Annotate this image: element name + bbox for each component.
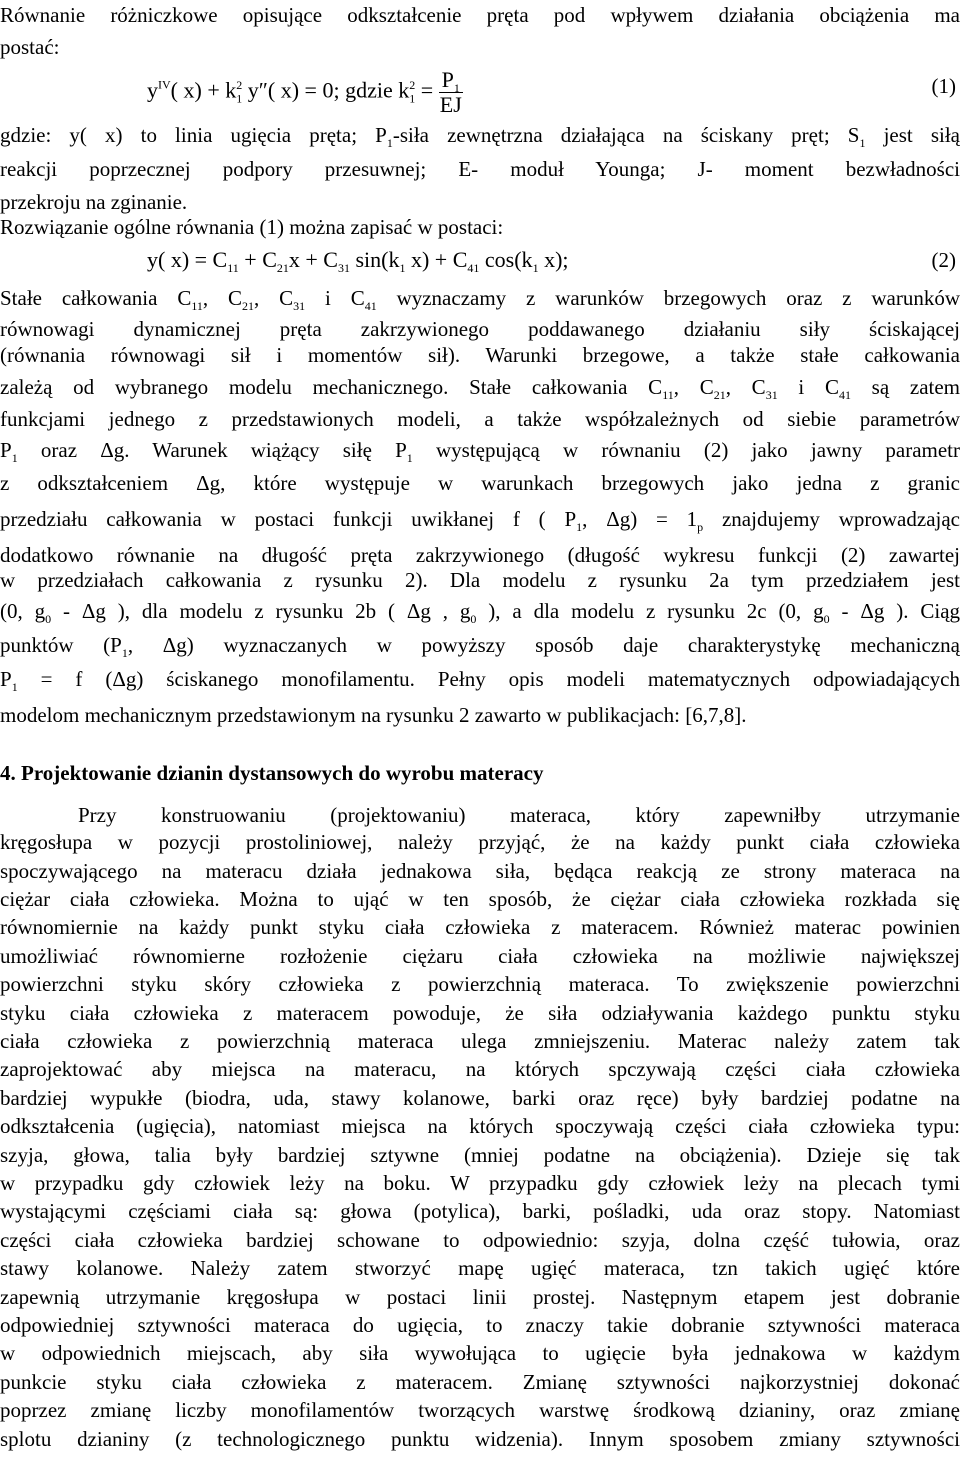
body1-line-6: $P_1$ oraz Δg. Warunek wiążący siłę $P_1$ występującą w równaniu (2) jako jawny parametr — [0, 438, 960, 465]
section4-line-5: równomiernie na każdy punkt styku ciała człowieka z materacem. Również materac powinien — [0, 915, 960, 939]
section4-line-10: zaprojektować aby miejsca na materacu, na których spczywają części ciała człowieka — [0, 1057, 960, 1081]
section4-line-18: zapewnią utrzymanie kręgosłupa w postaci linii prostej. Następnym etapem jest dobranie — [0, 1285, 960, 1309]
section4-line-6: umożliwiać równomierne rozłożenie ciężaru ciała człowieka na możliwie największej — [0, 944, 960, 968]
section4-line-16: części ciała człowieka bardziej schowane to odpowiednio: szyja, dolna część tułowia, oraz — [0, 1228, 960, 1252]
section-heading: 4. Projektowanie dzianin dystansowych do wyrobu materacy — [0, 761, 544, 785]
section4-line-1: Przy konstruowaniu (projektowaniu) materaca, który zapewniłby utrzymanie — [78, 803, 960, 827]
section4-line-21: punkcie styku ciała człowieka z materacem. Zmianę sztywności najkorzystniej dokonać — [0, 1370, 960, 1394]
defs-line-3: przekroju na zginanie. — [0, 190, 188, 214]
section4-line-11: bardziej wypukłe (biodra, uda, stawy kolanowe, barki oraz ręce) były bardziej podatne na — [0, 1086, 960, 1110]
intro-line-1: Równanie różniczkowe opisujące odkształcenie pręta pod wpływem działania obciążenia ma — [0, 3, 960, 27]
equation-1-number: (1) — [931, 74, 956, 98]
equation-2: y( $x) = C_{11} + C_{21}x + C_{31}$ $\sin(k_1$ $x) + C_{41}$ $\cos(k_1$ x); — [147, 247, 569, 275]
defs-line-4: Rozwiązanie ogólne równania (1) można zapisać w postaci: — [0, 215, 504, 239]
section4-line-12: odkształcenia (ugięcia), natomiast miejsca na których spoczywają części ciała człowieka typu: — [0, 1114, 960, 1138]
section4-line-13: szyja, głowa, talia były bardziej sztywne (mniej podatne na obciążenia). Dzieje się tak — [0, 1143, 960, 1167]
section4-line-19: odpowiedniej sztywności materaca do ugięcia, to znaczy takie dobranie sztywności materaca — [0, 1313, 960, 1337]
intro-line-2: postać: — [0, 35, 60, 59]
body1-line-9: dodatkowo równanie na długość pręta zakrzywionego (długość wykresu funkcji (2) zawartej — [0, 543, 960, 567]
body1-line-7: z odkształceniem Δg, które występuje w warunkach brzegowych jako jedna z granic — [0, 471, 960, 495]
section4-line-17: stawy kolanowe. Należy zatem stworzyć mapę ugięć materaca, tzn takich ugięć które — [0, 1256, 960, 1280]
section4-line-4: ciężar ciała człowieka. Można to ująć w ten sposób, że ciężar ciała człowieka rozkłada się — [0, 887, 960, 911]
section4-line-20: w odpowiednich miejscach, aby siła wywołująca to ugięcie była jednakowa w każdym — [0, 1341, 960, 1365]
body1-line-8: przedziału całkowania w postaci funkcji uwikłanej f ( $P_1$, $\Delta g) = 1_p$ znajdujemy wprowadzając — [0, 507, 960, 534]
section4-line-9: ciała człowieka z powierzchnią materaca ulega zmniejszeniu. Materac należy zatem tak — [0, 1029, 960, 1053]
body1-line-13: $P_1 = f$ (Δg) ściskanego monofilamentu. Pełny opis modeli matematycznych odpowiadających — [0, 667, 960, 694]
body1-line-3: (równania równowagi sił i momentów sił). Warunki brzegowe, a także stałe całkowania — [0, 343, 960, 367]
body1-line-4: zależą od wybranego modelu mechanicznego. Stałe całkowania $C_{11}$, $C_{21}$, $C_{31}$ i $C_{41}$ są zatem — [0, 375, 960, 402]
body1-line-12: punktów ($P_1$, Δg) wyznaczanych w powyższy sposób daje charakterystykę mechaniczną — [0, 633, 960, 660]
section4-line-7: powierzchni styku skóry człowieka z powierzchnią materaca. To zwiększenie powierzchni — [0, 972, 960, 996]
defs-line-2: reakcji poprzecznej podpory przesuwnej; E- moduł Younga; J- moment bezwładności — [0, 157, 960, 181]
section4-line-15: wystającymi częściami ciała są: głowa (potylica), barki, pośladki, uda oraz stopy. Natomiast — [0, 1199, 960, 1223]
section4-line-22: poprzez zmianę liczby monofilamentów tworzących warstwę środkową dzianiny, oraz zmianę — [0, 1398, 960, 1422]
section4-line-14: w przypadku gdy człowiek leży na boku. W przypadku gdy człowiek leży na plecach tymi — [0, 1171, 960, 1195]
equation-2-number: (2) — [931, 248, 956, 272]
fraction-p1-ej: $\frac{P_1}{EJ}$ — [439, 67, 462, 117]
section4-line-2: kręgosłupa w pozycji prostoliniowej, należy przyjąć, że na każdy punkt ciała człowieka — [0, 830, 960, 854]
body1-line-1: Stałe całkowania $C_{11}$, $C_{21}$, $C_{31}$ i $C_{41}$ wyznaczamy z warunków brzegowych oraz z warunków — [0, 286, 960, 313]
equation-1: $y^{IV}$( $x) + k_1^2$ y″( x) = 0; gdzie $k_1^2$ = $\frac{P_1}{EJ}$ — [147, 67, 462, 117]
body1-line-5: funkcjami jednego z przedstawionych modeli, a także współzależnych od siebie parametrów — [0, 407, 960, 431]
section4-line-23: splotu dzianiny (z technologicznego punktu widzenia). Innym sposobem zmiany sztywności — [0, 1427, 960, 1451]
section4-line-3: spoczywającego na materacu działa jednakowa siła, będąca reakcją ze strony materaca na — [0, 859, 960, 883]
body1-line-10: w przedziałach całkowania z rysunku 2). Dla modelu z rysunku 2a tym przedziałem jest — [0, 568, 960, 592]
body1-line-11: (0, $g_0$ - Δg ), dla modelu z rysunku 2b ( Δg , $g_0$ ), a dla modelu z rysunku 2c (0, $g_0$ - Δg ). Ciąg — [0, 599, 960, 626]
section4-line-8: styku ciała człowieka z materacem powoduje, że siła odziaływania każdego punktu styku — [0, 1001, 960, 1025]
defs-line-1: gdzie: y( x) to linia ugięcia pręta; $P_1$-siła zewnętrzna działająca na ściskany pręt; $S_1$ jest siłą — [0, 123, 960, 150]
body1-line-14: modelom mechanicznym przedstawionym na rysunku 2 zawarto w publikacjach: [6,7,8]. — [0, 703, 747, 727]
body1-line-2: równowagi dynamicznej pręta zakrzywionego poddawanego działaniu siły ściskającej — [0, 317, 960, 341]
